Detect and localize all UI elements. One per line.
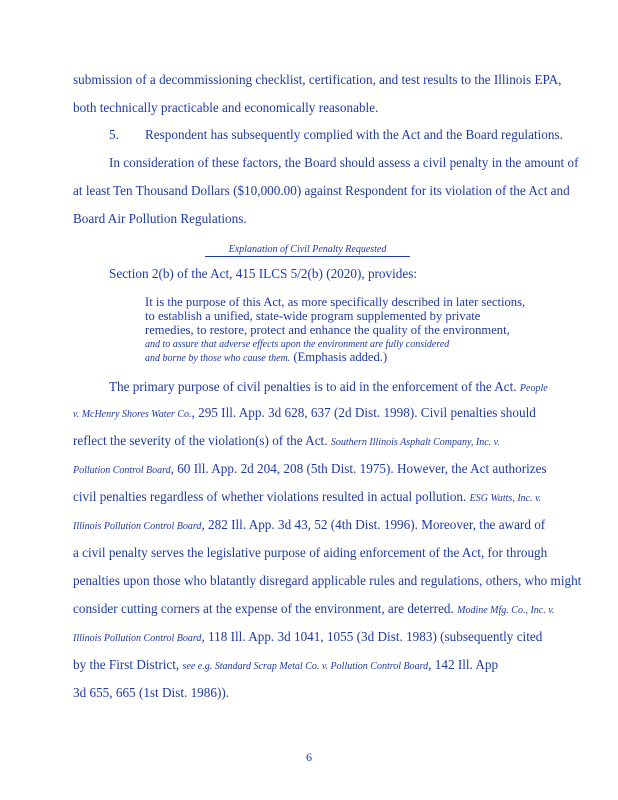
quote-line <box>145 350 575 366</box>
body-text: reflect the severity of the violation(s) of the Act. <box>73 433 328 448</box>
paragraph-line: submission of a decommissioning checklist, certification, and test results to the Illinois EPA, <box>73 72 562 87</box>
body-line: a civil penalty serves the legislative purpose of aiding enforcement of the Act, for through <box>73 545 548 560</box>
quote-text: and borne by those who cause them. <box>145 353 291 364</box>
body-text: , 282 Ill. App. 3d 43, 52 (4th Dist. 1996). Moreover, the award of <box>201 517 546 532</box>
quote-line: remedies, to restore, protect and enhance the quality of the environment, <box>145 323 510 337</box>
item-number: 5. <box>109 127 119 142</box>
quote-line: to establish a unified, state-wide program supplemented by private <box>145 309 481 323</box>
paragraph-line: at least Ten Thousand Dollars ($10,000.00) against Respondent for its violation of the Act and <box>73 183 570 198</box>
body-text: , 118 Ill. App. 3d 1041, 1055 (3d Dist. 1983) (subsequently cited <box>201 629 543 644</box>
paragraph-line: In consideration of these factors, the Board should assess a civil penalty in the amount of <box>109 155 579 170</box>
body-text: , 142 Ill. App <box>428 657 499 672</box>
paragraph-line: Board Air Pollution Regulations. <box>73 211 247 226</box>
citation: Modine Mfg. Co., Inc. v. <box>457 605 555 616</box>
numbered-paragraph <box>109 127 618 143</box>
paragraph-text: Respondent has subsequently complied with the Act and the Board regulations. <box>145 127 563 142</box>
body-text: , 295 Ill. App. 3d 628, 637 (2d Dist. 1998). Civil penalties should <box>191 405 536 420</box>
citation: People <box>519 383 548 394</box>
quote-line: It is the purpose of this Act, as more specifically described in later sections, <box>145 295 526 309</box>
body-line <box>109 379 618 397</box>
citation: v. McHenry Shores Water Co. <box>73 409 192 420</box>
body-text: by the First District, <box>73 657 180 672</box>
body-text: , 60 Ill. App. 2d 204, 208 (5th Dist. 1975). However, the Act authorizes <box>170 461 547 476</box>
section-heading: Explanation of Civil Penalty Requested <box>205 244 410 257</box>
emphasis-note: (Emphasis added.) <box>293 350 388 364</box>
body-line <box>73 461 603 479</box>
body-line <box>73 405 603 423</box>
body-line <box>73 657 603 675</box>
body-text: The primary purpose of civil penalties is to aid in the enforcement of the Act. <box>109 379 517 394</box>
body-line <box>73 433 603 451</box>
section-intro: Section 2(b) of the Act, 415 ILCS 5/2(b) (2020), provides: <box>109 266 418 281</box>
page-number: 6 <box>306 750 312 764</box>
citation: Illinois Pollution Control Board <box>73 633 202 644</box>
quote-line: and to assure that adverse effects upon the environment are fully considered <box>145 339 450 350</box>
body-line <box>73 601 603 619</box>
citation: ESG Watts, Inc. v. <box>469 493 542 504</box>
citation: Pollution Control Board <box>73 465 171 476</box>
body-line <box>73 629 603 647</box>
body-text: consider cutting corners at the expense of the environment, are deterred. <box>73 601 454 616</box>
body-line <box>73 489 603 507</box>
body-line: penalties upon those who blatantly disregard applicable rules and regulations, others, who might <box>73 573 582 588</box>
body-line: 3d 655, 665 (1st Dist. 1986)). <box>73 685 230 700</box>
paragraph-line: both technically practicable and economically reasonable. <box>73 100 379 115</box>
body-line <box>73 517 603 535</box>
body-text: civil penalties regardless of whether violations resulted in actual pollution. <box>73 489 467 504</box>
citation: see e.g. Standard Scrap Metal Co. v. Pollution Control Board <box>182 661 429 672</box>
citation: Southern Illinois Asphalt Company, Inc. v. <box>330 437 500 448</box>
citation: Illinois Pollution Control Board <box>73 521 202 532</box>
